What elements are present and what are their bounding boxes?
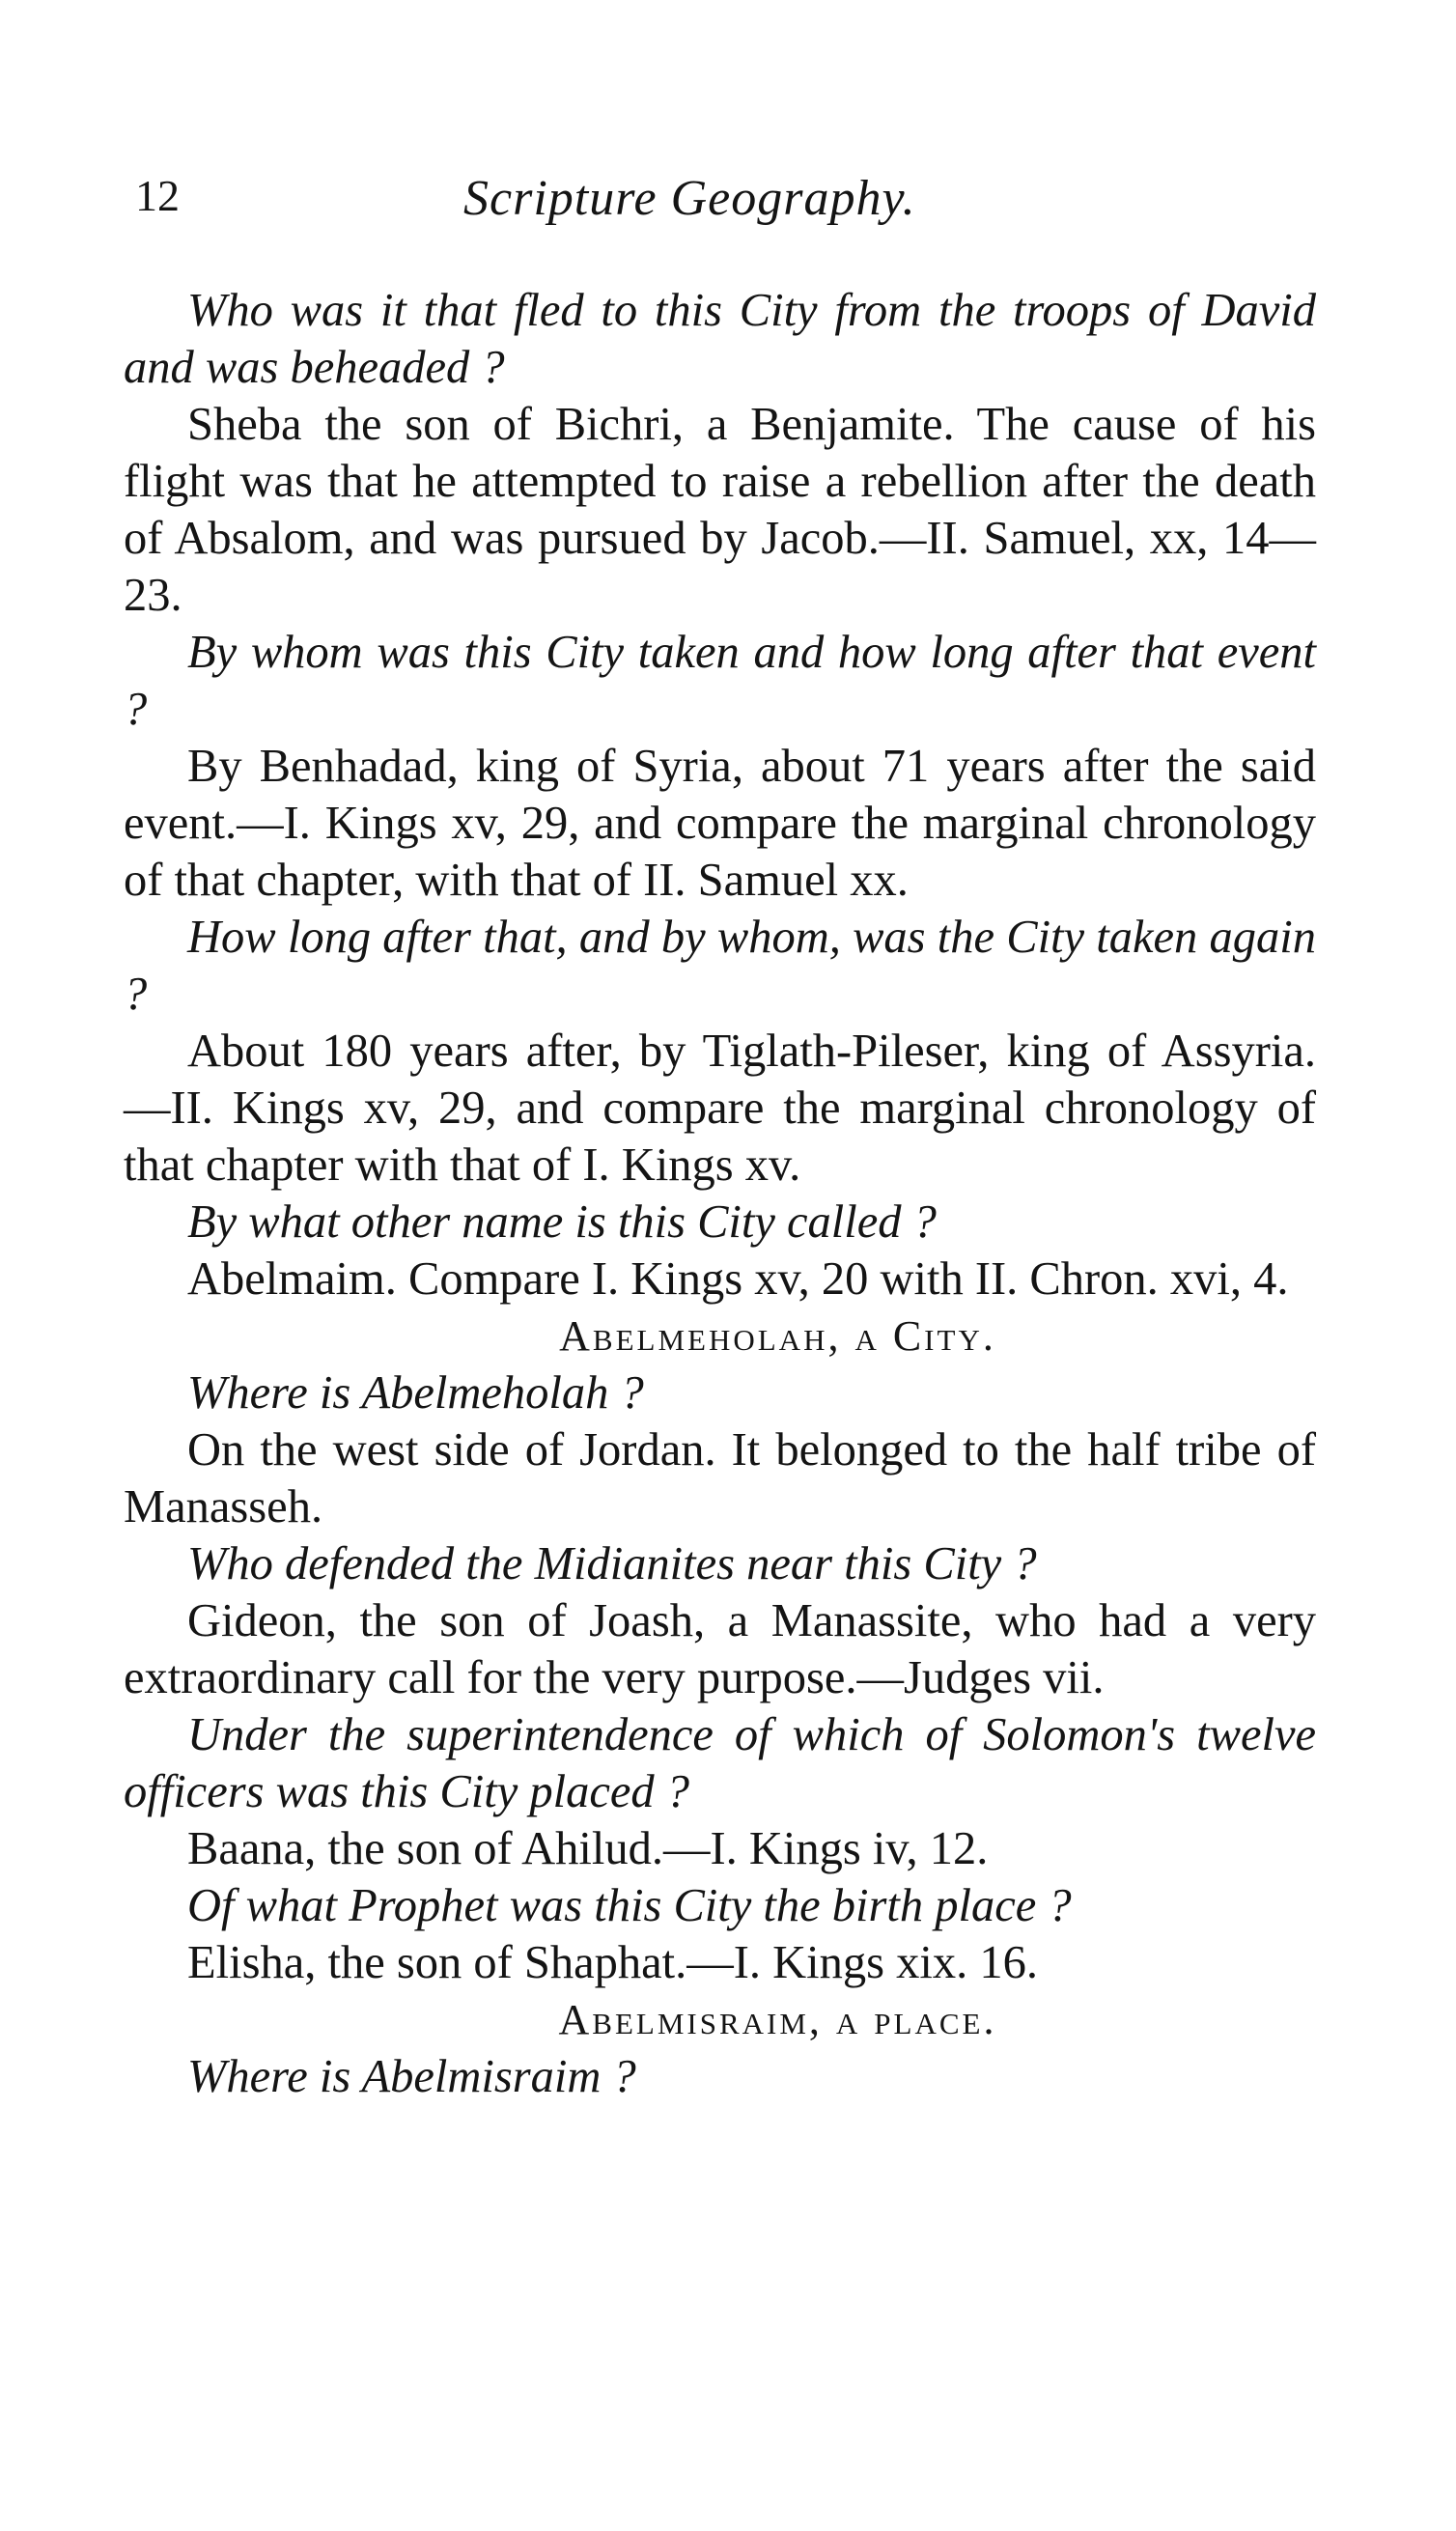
answer: Abelmaim. Compare I. Kings xv, 20 with II. Chron. xvi, 4. (187, 1253, 1289, 1305)
question: How long after that, and by whom, was the City taken again ? (124, 912, 1316, 1020)
question: Where is Abelmisraim ? (187, 2051, 636, 2102)
page-number: 12 (135, 171, 180, 220)
section-heading: Abelmisraim, a place. (558, 1996, 997, 2043)
question: Who was it that fled to this City from the troops of David and was beheaded ? (124, 285, 1316, 393)
question: Who defended the Midianites near this City ? (187, 1538, 1037, 1589)
answer: Baana, the son of Ahilud.—I. Kings iv, 12. (187, 1823, 989, 1874)
answer: On the west side of Jordan. It belonged to the half tribe of Manasseh. (124, 1424, 1316, 1533)
question: Of what Prophet was this City the birth place ? (187, 1880, 1072, 1931)
page-text (124, 282, 1316, 2105)
question: Under the superintendence of which of Solomon's twelve officers was this City placed ? (124, 1709, 1316, 1817)
question: By whom was this City taken and how long after that event ? (124, 627, 1316, 735)
answer: Gideon, the son of Joash, a Manassite, who had a very extraordinary call for the very purpose.—Judges vii. (124, 1595, 1316, 1703)
question: Where is Abelmeholah ? (187, 1367, 644, 1419)
running-head: Scripture Geography. (463, 171, 916, 226)
section-heading: Abelmeholah, a City. (559, 1312, 996, 1360)
page-header (135, 170, 1332, 228)
answer: By Benhadad, king of Syria, about 71 years after the said event.—I. Kings xv, 29, and compare the marginal chronology of that chapter, with that of II. Samuel xx. (124, 741, 1316, 906)
question: By what other name is this City called ? (187, 1196, 937, 1248)
answer: About 180 years after, by Tiglath-Pileser, king of Assyria.—II. Kings xv, 29, and compare the marginal chronology of that chapter with that of I. Kings xv. (124, 1026, 1316, 1191)
answer: Sheba the son of Bichri, a Benjamite. The cause of his flight was that he attempted to raise a rebellion after the death of Absalom, and was pursued by Jacob.—II. Samuel, xx, 14—23. (124, 399, 1316, 621)
answer: Elisha, the son of Shaphat.—I. Kings xix. 16. (187, 1937, 1039, 1988)
